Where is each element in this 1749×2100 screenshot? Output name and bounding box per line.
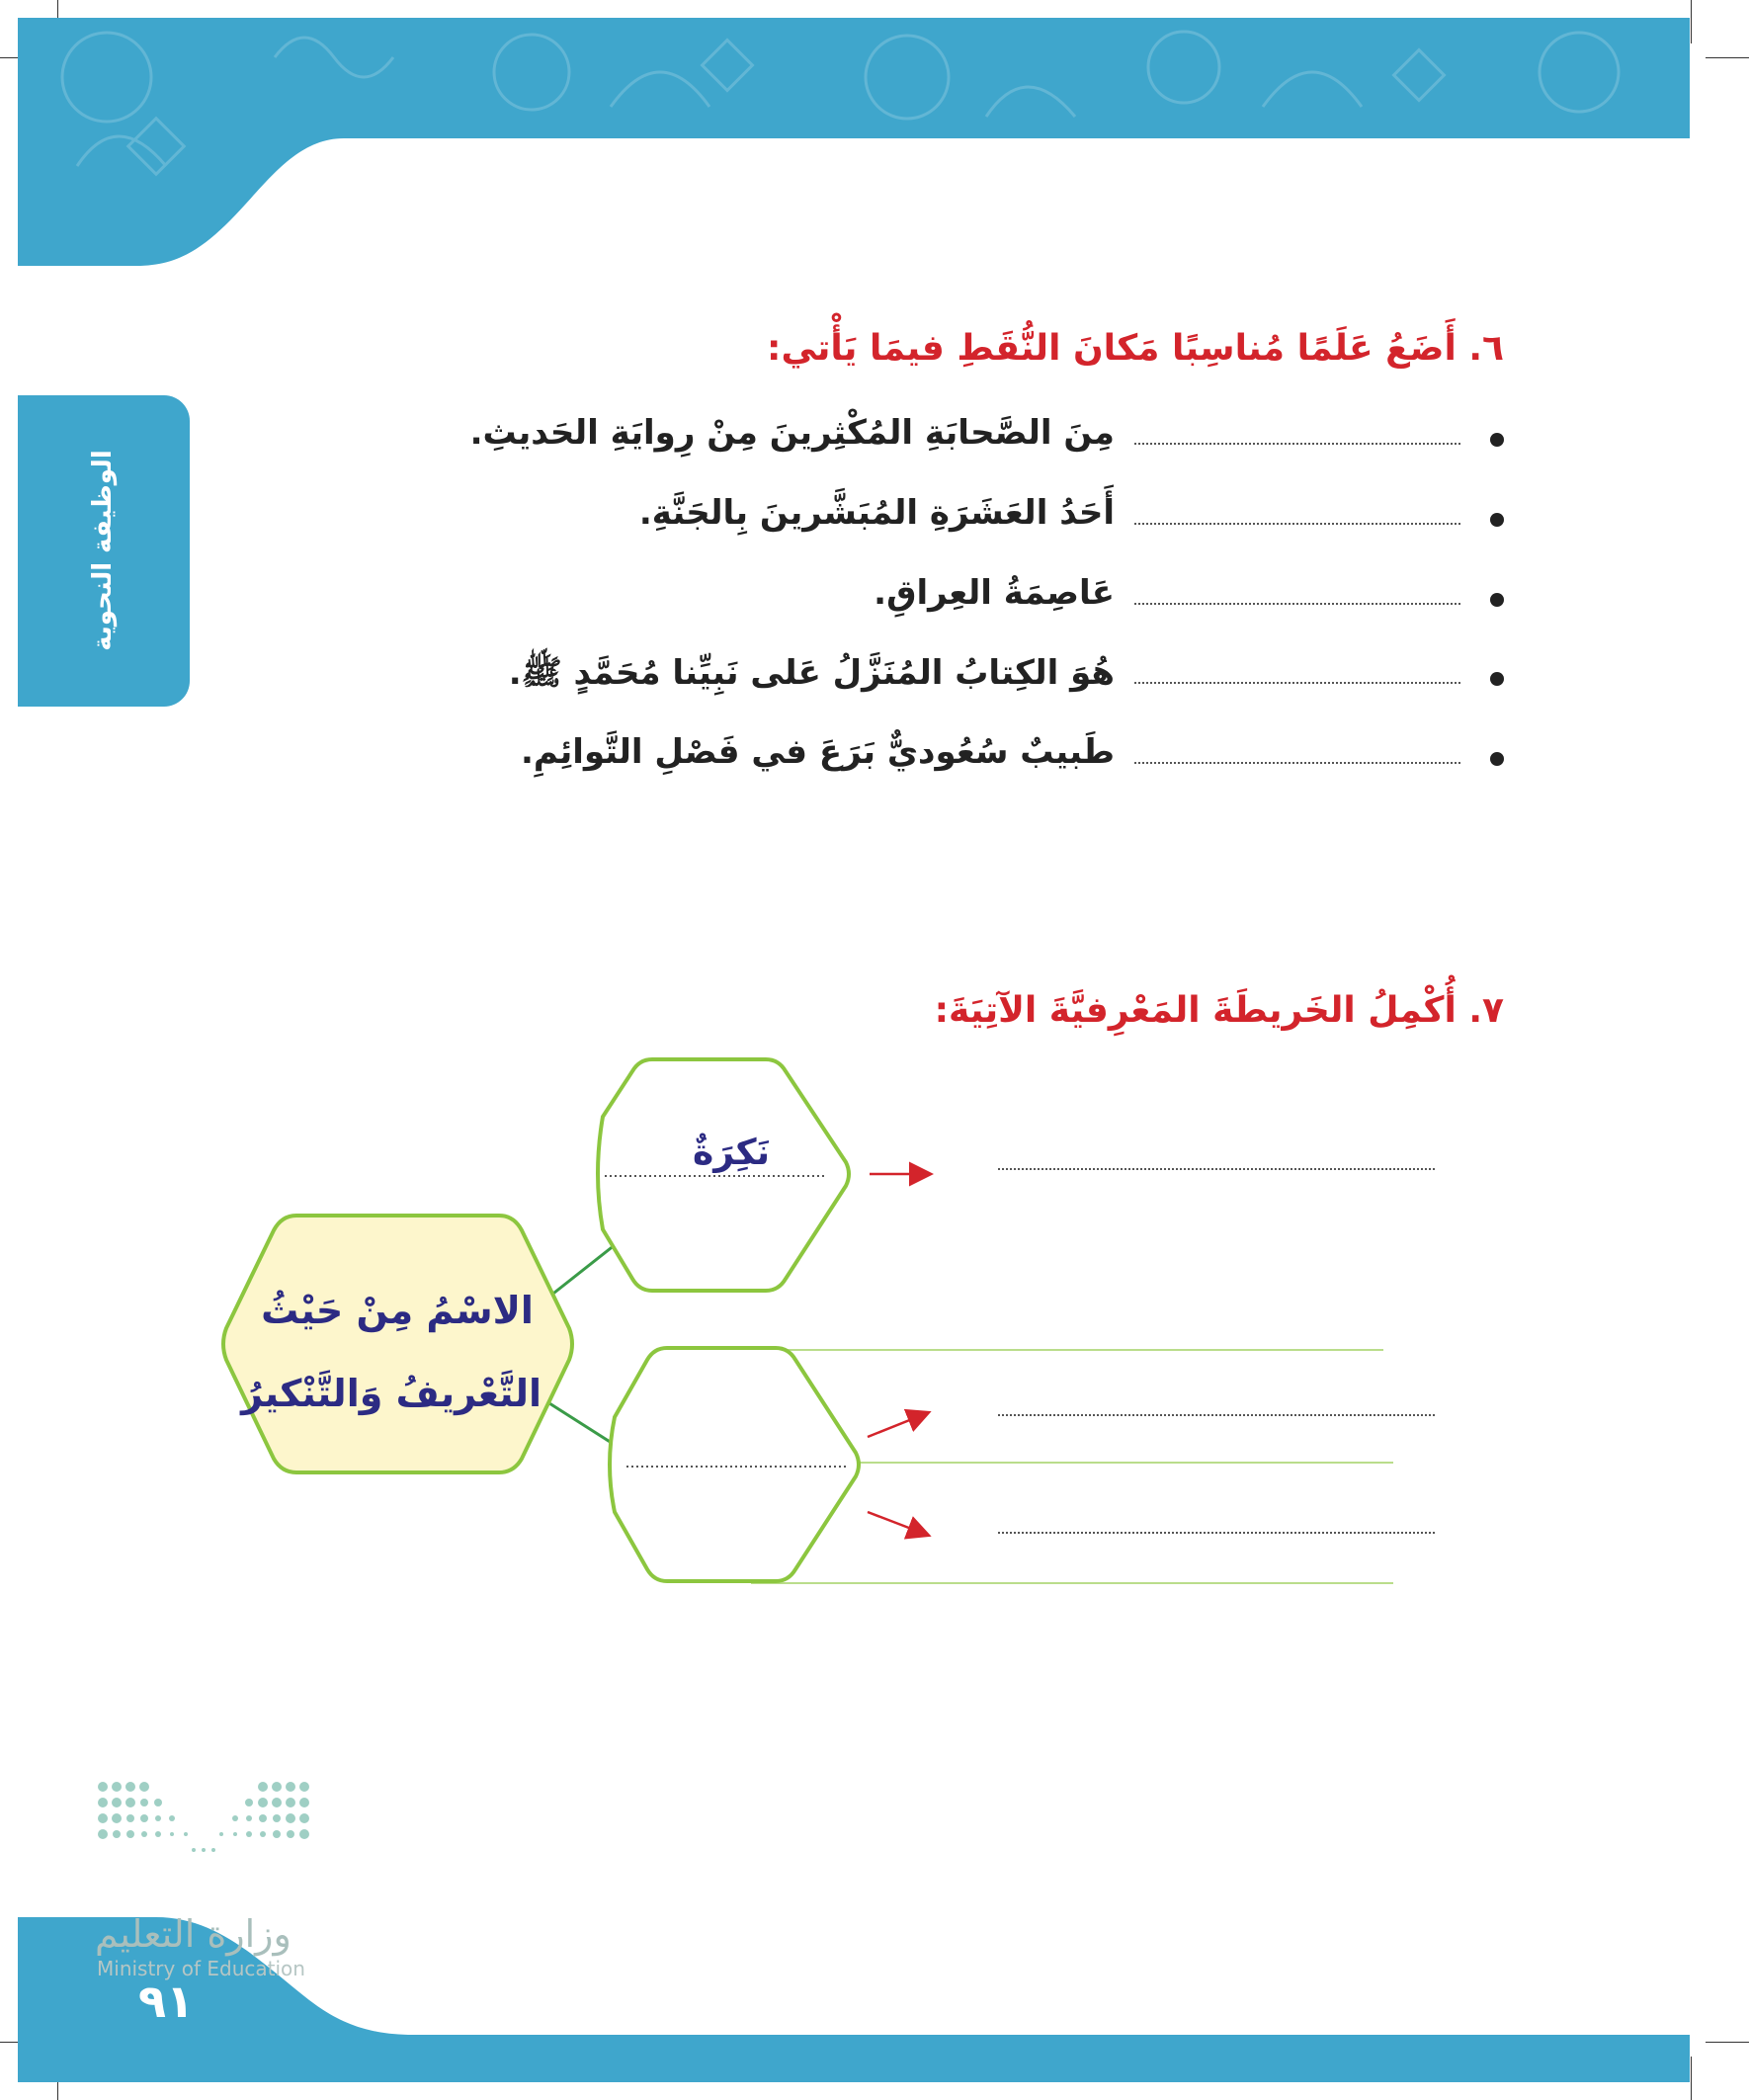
- ministry-name-en: Ministry of Education: [97, 1957, 305, 1980]
- top-node-label: نَكِرَةٌ: [692, 1133, 771, 1173]
- exercise-6-title: ٦. أَضَعُ عَلَمًا مُناسِبًا مَكانَ النُّقَطِ فيمَا يَأْتي:: [767, 328, 1504, 369]
- arrow-icon: [868, 1512, 927, 1535]
- center-node-line2: التَّعْريفُ وَالتَّنْكيرُ: [241, 1372, 541, 1415]
- item-text: هُوَ الكِتابُ المُنَزَّلُ عَلى نَبِيِّنا مُحَمَّدٍ ﷺ.: [508, 653, 1115, 693]
- center-node-line1: الاسْمُ مِنْ حَيْثُ: [261, 1289, 534, 1332]
- ministry-name: وزارة التعليم: [95, 1912, 292, 1956]
- page-number: ٩١: [138, 1974, 195, 2028]
- item-text: طَبيبٌ سُعُوديٌّ بَرَعَ في فَصْلِ التَّوائِمِ.: [520, 732, 1115, 772]
- answer-line[interactable]: [998, 1414, 1435, 1416]
- item-text: مِنَ الصَّحابَةِ المُكْثِرينَ مِنْ رِوايَةِ الحَديثِ.: [469, 413, 1115, 453]
- connector-line: [549, 1403, 615, 1445]
- bottom-node: [610, 1348, 859, 1581]
- item-text: أَحَدُ العَشَرَةِ المُبَشَّرينَ بِالجَنَّةِ.: [638, 493, 1115, 533]
- ministry-logo-icon: [95, 1779, 312, 1878]
- answer-line[interactable]: [998, 1168, 1435, 1170]
- chapter-label: الوظيفة النحوية: [88, 450, 118, 651]
- center-node: [223, 1216, 572, 1472]
- item-text: عَاصِمَةُ العِراقِ.: [874, 573, 1115, 613]
- exercise-7-title: ٧. أُكْمِلُ الخَريطَةَ المَعْرِفيَّةَ الآتِيَةَ:: [934, 990, 1504, 1031]
- answer-line[interactable]: [998, 1532, 1435, 1534]
- arrow-icon: [868, 1413, 927, 1437]
